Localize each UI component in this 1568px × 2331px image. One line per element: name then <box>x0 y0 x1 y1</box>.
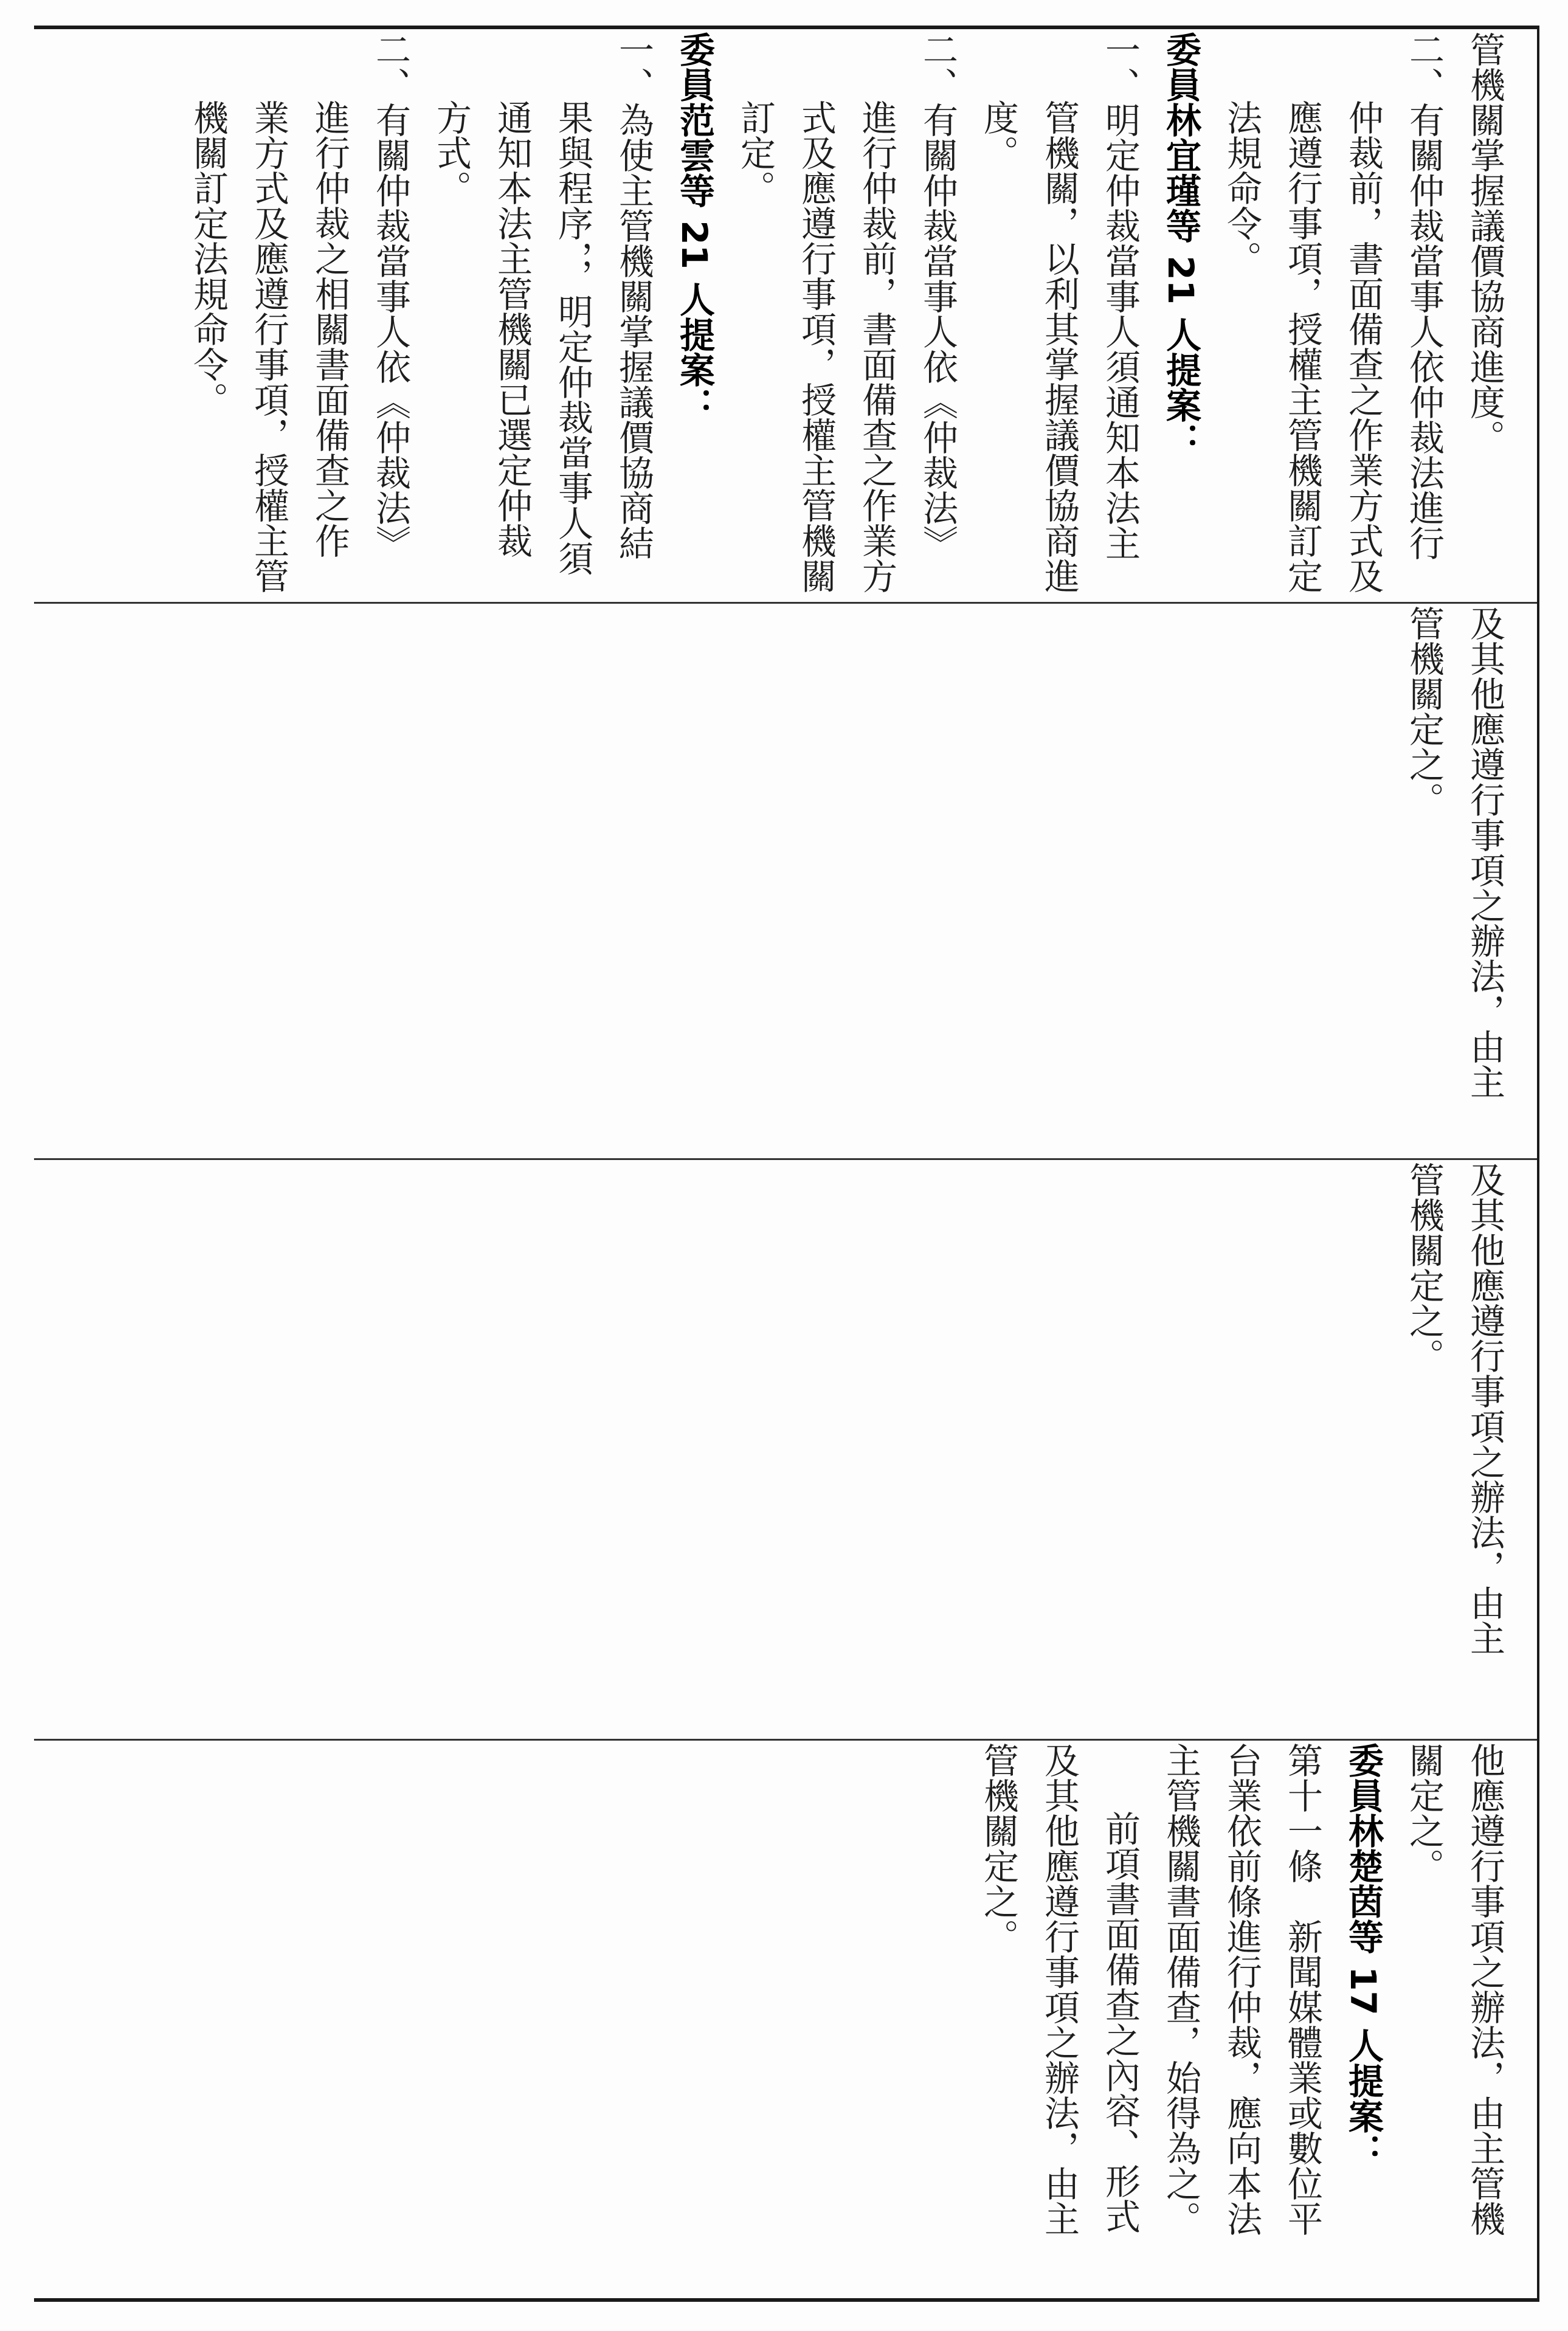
cell-text-row4 <box>968 1742 1515 2296</box>
text-line: 關定之。 <box>1403 1742 1445 1884</box>
row-divider-3 <box>34 1739 1537 1741</box>
table-cell-row1 <box>43 32 1526 599</box>
text-line: 度。 <box>978 100 1019 170</box>
article-line: 第十一條 新聞媒體業或數位平 <box>1282 1742 1323 2236</box>
table-cell-row4 <box>43 1742 1526 2296</box>
table-bottom-border <box>34 2298 1539 2302</box>
text-line: 式及應遵行事項，授權主管機關 <box>795 100 837 593</box>
text-line: 業方式及應遵行事項，授權主管 <box>248 100 289 593</box>
proposal-heading: 委員林楚茵等 17 人提案： <box>1342 1742 1384 2169</box>
row-divider-2 <box>34 1158 1537 1160</box>
text-line: 方式。 <box>430 100 472 205</box>
text-line: 前項書面備查之內容、形式 <box>1099 1811 1141 2234</box>
text-line: 一、為使主管機關掌握議價協商結 <box>613 32 654 561</box>
cell-text-row1 <box>178 32 1515 599</box>
text-line: 仲裁前，書面備查之作業方式及 <box>1342 100 1384 593</box>
text-line: 一、明定仲裁當事人須通知本法主 <box>1099 32 1141 561</box>
table-cell-row2 <box>43 606 1526 1156</box>
text-line: 管機關，以利其掌握議價協商進 <box>1038 100 1080 593</box>
cell-text-row2 <box>1394 606 1515 1156</box>
text-line: 主管機關書面備查，始得為之。 <box>1160 1742 1201 2236</box>
text-line: 法規命令。 <box>1221 100 1262 276</box>
proposal-heading: 委員范雲等 21 人提案： <box>674 32 715 423</box>
text-line: 機關訂定法規命令。 <box>187 100 229 417</box>
table-top-border <box>34 26 1539 29</box>
text-line: 及其他應遵行事項之辦法，由主 <box>1464 1162 1505 1656</box>
text-line: 管機關定之。 <box>1403 1162 1445 1373</box>
text-line: 果與程序，，明定仲裁當事人須 <box>552 100 593 576</box>
text-line: 管機關定之。 <box>978 1742 1019 1954</box>
text-line: 通知本法主管機關已選定仲裁 <box>491 100 533 558</box>
text-line: 台業依前條進行仲裁，應向本法 <box>1221 1742 1262 2236</box>
row-divider-1 <box>34 602 1537 604</box>
proposal-heading: 委員林宜瑾等 21 人提案： <box>1160 32 1201 458</box>
text-line: 二、有關仲裁當事人依仲裁法進行 <box>1403 32 1445 561</box>
text-line: 進行仲裁前，書面備查之作業方 <box>856 100 897 593</box>
text-line: 及其他應遵行事項之辦法，由主 <box>1038 1742 1080 2236</box>
text-line: 二、有關仲裁當事人依《仲裁法》 <box>370 32 411 561</box>
text-line: 及其他應遵行事項之辦法，由主 <box>1464 606 1505 1099</box>
text-line: 管機關掌握議價協商進度。 <box>1464 32 1505 455</box>
table-cell-row3 <box>43 1162 1526 1736</box>
text-line: 訂定。 <box>734 100 776 205</box>
cell-text-row3 <box>1394 1162 1515 1736</box>
text-line: 他應遵行事項之辦法，由主管機 <box>1464 1742 1505 2236</box>
text-line: 應遵行事項，授權主管機關訂定 <box>1282 100 1323 593</box>
text-line: 進行仲裁之相關書面備查之作 <box>309 100 350 558</box>
table-right-border <box>1537 26 1539 2302</box>
text-line: 管機關定之。 <box>1403 606 1445 817</box>
text-line: 二、有關仲裁當事人依《仲裁法》 <box>917 32 958 561</box>
